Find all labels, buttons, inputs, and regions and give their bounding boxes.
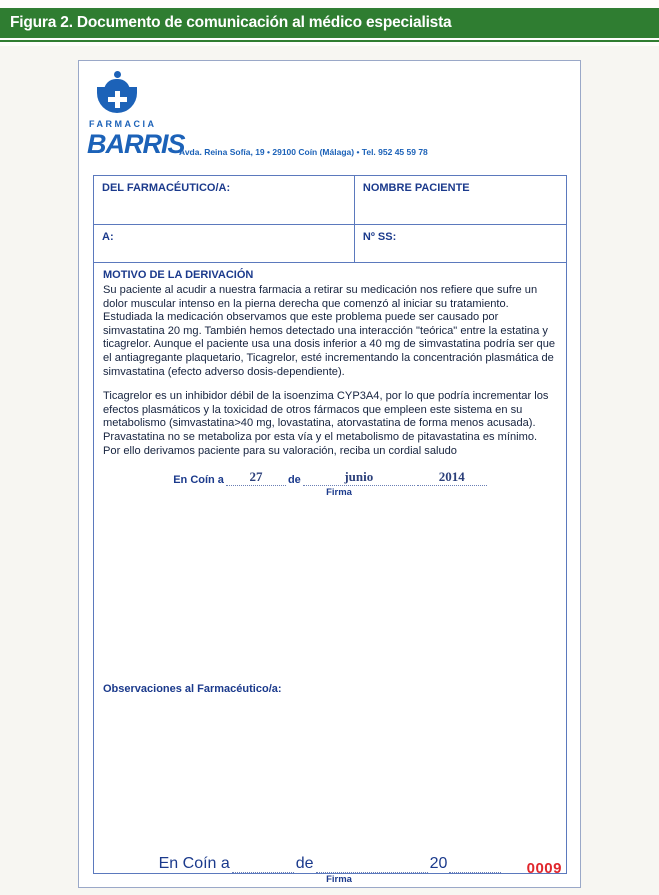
field-patient-name — [355, 176, 566, 224]
brand-title: BARRIS — [87, 129, 185, 159]
observations-label: Observaciones al Farmacéutico/a: — [103, 683, 282, 695]
figure-caption-text: Figura 2. Documento de comunicación al médico especialista — [10, 14, 452, 31]
signature-top — [103, 469, 557, 503]
signature-bottom-year-line — [449, 860, 501, 873]
signature-top-month: junio — [303, 469, 415, 486]
signature-top-prefix: En Coín a — [173, 474, 224, 487]
signature-bottom-day-line — [232, 860, 294, 873]
brand-subtitle: FARMACIA — [89, 119, 157, 129]
header-form-table — [93, 175, 567, 263]
signature-top-year: 2014 — [417, 469, 487, 486]
field-pharmacist — [94, 176, 355, 224]
signature-top-firma-label: Firma — [326, 487, 352, 499]
referral-body — [93, 263, 567, 885]
field-ss-label: Nº SS: — [362, 231, 397, 243]
signature-bottom-de: de — [295, 855, 314, 872]
field-ss — [355, 224, 566, 262]
scanned-document-area — [0, 46, 659, 895]
signature-top-de: de — [287, 474, 301, 487]
field-to-label: A: — [102, 231, 114, 243]
field-patient-name-label: NOMBRE PACIENTE — [362, 182, 470, 194]
letterhead — [79, 61, 580, 177]
field-to — [94, 224, 355, 262]
motivo-title: MOTIVO DE LA DERIVACIÓN — [103, 269, 254, 281]
referral-document — [78, 60, 581, 888]
caption-divider — [0, 40, 659, 42]
signature-bottom-firma-label: Firma — [326, 874, 352, 885]
page-number: 0009 — [526, 860, 562, 877]
signature-top-day: 27 — [226, 469, 286, 486]
motivo-paragraph-1: Su paciente al acudir a nuestra farmacia a retirar su medicación nos refiere que sufre un dolor muscular intenso en la pierna derecha que comenzó al iniciar su tratamiento. Estudiada la medicación observamos que este problema puede ser causado por simvastatina 20 mg. También hemos detectado una interacción "teórica" entre la estatina y ticagrelor. Aunque el paciente usa una dosis inferior a 40 mg de simvastatina podría ser que el antiagregante plaquetario, Ticagrelor, esté incrementando la concentración plasmática de simvastatina (efecto adverso dosis-dependiente). — [103, 284, 556, 378]
pharmacy-cross-logo-icon — [95, 71, 139, 117]
table-row — [94, 176, 566, 224]
signature-bottom-month-line — [316, 860, 428, 873]
table-row — [94, 224, 566, 262]
signature-bottom — [94, 855, 566, 885]
signature-bottom-year: 20 — [429, 855, 448, 872]
signature-bottom-prefix: En Coín a — [158, 855, 230, 872]
motivo-paragraph-2: Ticagrelor es un inhibidor débil de la isoenzima CYP3A4, por lo que podría incrementar los efectos plasmáticos y la toxicidad de otros fármacos que empleen este sistema en su metabolismo (simvastatina>40 mg, lovastatina, atorvastatina de forma menos acusada). Pravastatina no se metaboliza por esta vía y el metabolismo de pitavastatina es mínimo. Por ello derivamos paciente para su valoración, reciba un cordial saludo — [103, 390, 549, 457]
pharmacy-address: Avda. Reina Sofía, 19 • 29100 Coín (Málaga) • Tel. 952 45 59 78 — [179, 147, 428, 157]
figure-caption-bar — [0, 8, 659, 38]
field-pharmacist-label: DEL FARMACÉUTICO/A: — [102, 182, 231, 194]
